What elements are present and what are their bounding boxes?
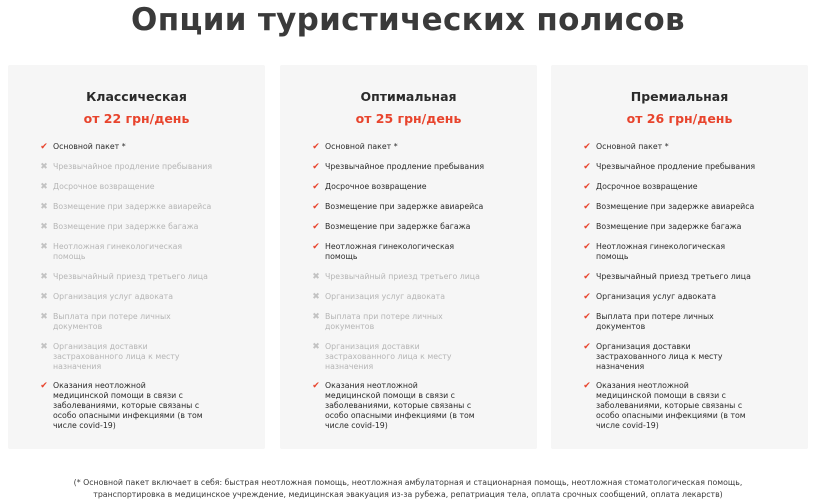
check-icon: ✔: [583, 222, 591, 232]
feature-label: Основной пакет *: [596, 142, 669, 151]
feature-label: Досрочное возвращение: [325, 182, 427, 191]
feature-item: [583, 222, 796, 232]
check-icon: ✔: [583, 182, 591, 192]
feature-label: Организация услуг адвоката: [53, 292, 174, 301]
feature-item: [40, 292, 253, 302]
check-icon: ✔: [312, 242, 320, 252]
cross-icon: ✖: [40, 272, 48, 282]
plan-name: Классическая: [86, 89, 187, 104]
feature-label: Выплата при потере личных документов: [325, 312, 443, 331]
feature-item: [583, 381, 746, 431]
cross-icon: ✖: [40, 182, 48, 192]
feature-item: [312, 312, 465, 332]
feature-item: [312, 202, 525, 212]
cross-icon: ✖: [312, 342, 320, 352]
feature-item: [312, 272, 525, 282]
feature-item: [40, 312, 193, 332]
feature-label: Выплата при потере личных документов: [596, 312, 714, 331]
feature-label: Неотложная гинекологическая помощь: [596, 242, 726, 261]
check-icon: ✔: [583, 292, 591, 302]
feature-item: [312, 342, 465, 372]
feature-label: Оказания неотложной медицинской помощи в связи с заболеваниями, которые связаны с особо опасными инфекциями (в том числе covid-19): [53, 381, 203, 430]
feature-item: [40, 222, 253, 232]
feature-item: [40, 342, 193, 372]
feature-label: Досрочное возвращение: [596, 182, 698, 191]
check-icon: ✔: [312, 381, 320, 391]
feature-label: Возмещение при задержке багажа: [325, 222, 471, 231]
feature-item: [40, 202, 253, 212]
feature-label: Организация доставки застрахованного лица к месту назначения: [53, 342, 180, 371]
feature-label: Организация услуг адвоката: [325, 292, 446, 301]
feature-item: [583, 272, 796, 282]
cross-icon: ✖: [312, 292, 320, 302]
check-icon: ✔: [583, 242, 591, 252]
plan-card-premium: [551, 65, 808, 449]
feature-item: [583, 292, 796, 302]
plan-card-classic: [8, 65, 265, 449]
feature-item: [312, 222, 525, 232]
feature-item: [40, 381, 203, 431]
check-icon: ✔: [583, 202, 591, 212]
cross-icon: ✖: [40, 202, 48, 212]
cross-icon: ✖: [40, 292, 48, 302]
feature-item: [583, 182, 796, 192]
feature-label: Чрезвычайный приезд третьего лица: [596, 272, 751, 281]
feature-item: [40, 182, 253, 192]
feature-item: [312, 381, 475, 431]
cross-icon: ✖: [40, 342, 48, 352]
check-icon: ✔: [312, 222, 320, 232]
feature-item: [40, 162, 253, 172]
feature-label: Неотложная гинекологическая помощь: [325, 242, 455, 261]
cross-icon: ✖: [312, 272, 320, 282]
feature-label: Организация доставки застрахованного лица к месту назначения: [596, 342, 723, 371]
feature-item: [583, 142, 796, 152]
feature-item: [40, 242, 193, 262]
cross-icon: ✖: [40, 162, 48, 172]
check-icon: ✔: [312, 142, 320, 152]
plan-price: от 22 грн/день: [83, 111, 190, 126]
check-icon: ✔: [583, 381, 591, 391]
feature-item: [583, 202, 796, 212]
plans-grid: [8, 65, 808, 449]
check-icon: ✔: [583, 272, 591, 282]
plan-price: от 25 грн/день: [355, 111, 462, 126]
feature-label: Чрезвычайное продление пребывания: [325, 162, 485, 171]
feature-item: [312, 242, 465, 262]
feature-label: Чрезвычайный приезд третьего лица: [325, 272, 480, 281]
check-icon: ✔: [583, 162, 591, 172]
feature-item: [312, 162, 525, 172]
feature-label: Основной пакет *: [53, 142, 126, 151]
check-icon: ✔: [312, 162, 320, 172]
feature-label: Организация услуг адвоката: [596, 292, 717, 301]
feature-item: [583, 312, 736, 332]
check-icon: ✔: [583, 342, 591, 352]
feature-label: Возмещение при задержке багажа: [596, 222, 742, 231]
plan-name: Премиальная: [630, 89, 729, 104]
page-title: Опции туристических полисов: [131, 2, 685, 38]
check-icon: ✔: [583, 312, 591, 322]
cross-icon: ✖: [312, 312, 320, 322]
feature-label: Возмещение при задержке авиарейса: [325, 202, 484, 211]
feature-item: [312, 142, 525, 152]
feature-label: Организация доставки застрахованного лица к месту назначения: [325, 342, 452, 371]
feature-label: Возмещение при задержке авиарейса: [596, 202, 755, 211]
plan-price: от 26 грн/день: [626, 111, 733, 126]
check-icon: ✔: [312, 202, 320, 212]
feature-label: Неотложная гинекологическая помощь: [53, 242, 183, 261]
feature-label: Досрочное возвращение: [53, 182, 155, 191]
feature-item: [312, 182, 525, 192]
feature-label: Оказания неотложной медицинской помощи в связи с заболеваниями, которые связаны с особо опасными инфекциями (в том числе covid-19): [325, 381, 475, 430]
check-icon: ✔: [40, 142, 48, 152]
check-icon: ✔: [583, 142, 591, 152]
plan-card-optimal: [280, 65, 537, 449]
feature-label: Основной пакет *: [325, 142, 398, 151]
check-icon: ✔: [312, 182, 320, 192]
cross-icon: ✖: [40, 242, 48, 252]
feature-item: [40, 272, 253, 282]
footnote: (* Основной пакет включает в себя: быстрая неотложная помощь, неотложная амбулаторная и стационарная помощь, неотложная стоматологическая помощь, транспортировка в медицинское учреждение, медицинская эвакуация из-за рубежа, репатриация тела, оплата срочных сообщений, оплата лекарств): [73, 478, 743, 499]
feature-item: [583, 242, 736, 262]
feature-label: Оказания неотложной медицинской помощи в связи с заболеваниями, которые связаны с особо опасными инфекциями (в том числе covid-19): [596, 381, 746, 430]
feature-label: Возмещение при задержке авиарейса: [53, 202, 212, 211]
feature-label: Выплата при потере личных документов: [53, 312, 171, 331]
feature-label: Чрезвычайное продление пребывания: [53, 162, 213, 171]
feature-item: [583, 342, 736, 372]
feature-item: [583, 162, 796, 172]
plan-name: Оптимальная: [360, 89, 457, 104]
feature-label: Чрезвычайное продление пребывания: [596, 162, 756, 171]
feature-label: Чрезвычайный приезд третьего лица: [53, 272, 208, 281]
feature-item: [40, 142, 253, 152]
feature-label: Возмещение при задержке багажа: [53, 222, 199, 231]
check-icon: ✔: [40, 381, 48, 391]
cross-icon: ✖: [40, 222, 48, 232]
cross-icon: ✖: [40, 312, 48, 322]
feature-item: [312, 292, 525, 302]
